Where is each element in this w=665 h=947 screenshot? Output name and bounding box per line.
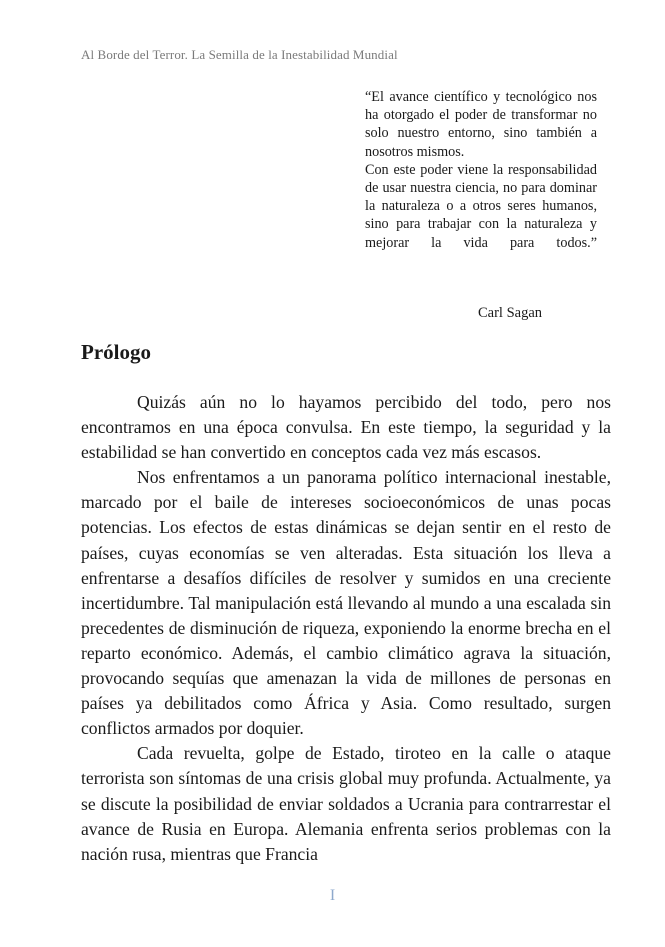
epigraph-quote [365, 88, 597, 252]
chapter-body [81, 390, 611, 867]
running-header: Al Borde del Terror. La Semilla de la Inestabilidad Mundial [81, 47, 398, 62]
epigraph-author: Carl Sagan [478, 305, 543, 321]
chapter-title: Prólogo [81, 340, 151, 364]
body-paragraph: Nos enfrentamos a un panorama político internacional inestable, marcado por el baile de intereses socioeconómicos de unas pocas potencias. Los efectos de estas dinámicas se dejan sentir en el resto de países, cuyas economías se ven alteradas. Esta situación los lleva a enfrentarse a desafíos difíciles de resolver y sumidos en una creciente incertidumbre. Tal manipulación está llevando al mundo a una escalada sin precedentes de disminución de riqueza, exponiendo la enorme brecha en el reparto económico. Además, el cambio climático agrava la situación, provocando sequías que amenazan la vida de millones de personas en países ya debilitados como África y Asia. Como resultado, surgen conflictos armados por doquier. [81, 467, 611, 739]
page-number: I [329, 887, 336, 904]
body-paragraph: Cada revuelta, golpe de Estado, tiroteo en la calle o ataque terrorista son síntomas de una crisis global muy profunda. Actualmente, ya se discute la posibilidad de enviar soldados a Ucrania para contrarrestar el avance de Rusia en Europa. Alemania enfrenta serios problemas con la nación rusa, mientras que Francia [81, 743, 611, 864]
body-paragraph: Quizás aún no lo hayamos percibido del todo, pero nos encontramos en una época convulsa. En este tiempo, la seguridad y la estabilidad se han convertido en conceptos cada vez más escasos. [81, 392, 611, 463]
epigraph-paragraph: Con este poder viene la responsabilidad de usar nuestra ciencia, no para dominar la naturaleza o a otros seres humanos, sino para trabajar con la naturaleza y mejorar la vida para todos.” [365, 161, 597, 251]
epigraph-paragraph: “El avance científico y tecnológico nos ha otorgado el poder de transformar no solo nuestro entorno, sino también a nosotros mismos. [365, 89, 597, 160]
